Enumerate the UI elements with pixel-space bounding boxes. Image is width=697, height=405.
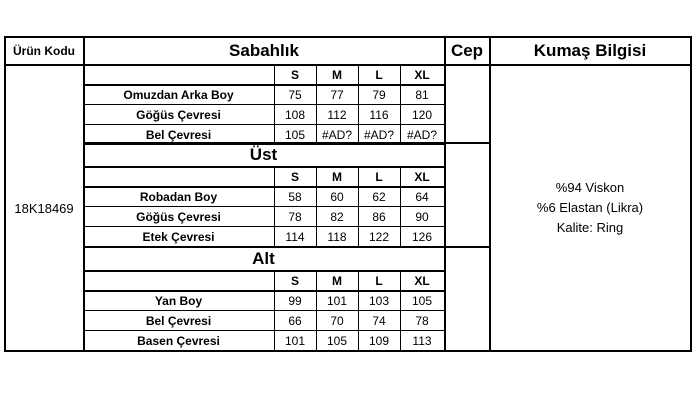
section-title: Üst xyxy=(249,144,278,164)
size-header: M xyxy=(332,68,342,82)
size-header: M xyxy=(332,170,342,184)
measurement-value: 112 xyxy=(327,108,347,122)
measurement-value: 81 xyxy=(415,88,429,102)
measurement-value: 78 xyxy=(415,314,429,328)
grid-line xyxy=(4,36,6,351)
size-header: S xyxy=(290,170,299,184)
grid-line xyxy=(4,36,692,38)
measurement-value: 66 xyxy=(288,314,302,328)
section-title: Alt xyxy=(252,248,275,268)
measurement-label: Etek Çevresi xyxy=(142,230,215,244)
measurement-value: 105 xyxy=(411,294,433,308)
measurement-value: 105 xyxy=(284,128,306,142)
measurement-value: #AD? xyxy=(321,128,353,142)
product-code: 18K18469 xyxy=(14,200,74,216)
measurement-value: 116 xyxy=(369,108,389,122)
header-cep: Cep xyxy=(450,40,484,60)
measurement-label: Bel Çevresi xyxy=(145,128,212,142)
size-header: S xyxy=(290,274,299,288)
measurement-label: Göğüs Çevresi xyxy=(136,108,221,122)
measurement-value: 103 xyxy=(368,294,390,308)
measurement-value: 60 xyxy=(330,190,344,204)
measurement-value: 118 xyxy=(327,230,347,244)
measurement-value: 78 xyxy=(288,210,302,224)
measurement-value: 77 xyxy=(330,88,344,102)
measurement-label: Yan Boy xyxy=(154,294,203,308)
measurement-label: Göğüs Çevresi xyxy=(136,210,221,224)
size-header: L xyxy=(375,274,383,288)
measurement-value: 58 xyxy=(288,190,302,204)
measurement-value: 62 xyxy=(372,190,386,204)
measurement-value: 108 xyxy=(284,108,306,122)
fabric-info-line: Kalite: Ring xyxy=(556,220,624,235)
measurement-value: 64 xyxy=(415,190,429,204)
measurement-value: 109 xyxy=(368,334,390,348)
measurement-value: 79 xyxy=(372,88,386,102)
measurement-label: Basen Çevresi xyxy=(137,334,220,348)
measurement-label: Robadan Boy xyxy=(139,190,218,204)
measurement-value: 75 xyxy=(288,88,302,102)
measurement-value: #AD? xyxy=(406,128,438,142)
grid-line xyxy=(690,36,692,351)
size-header: XL xyxy=(414,68,430,82)
fabric-info-line: %6 Elastan (Likra) xyxy=(536,200,644,215)
measurement-value: 86 xyxy=(372,210,386,224)
measurement-value: 114 xyxy=(285,230,305,244)
measurement-value: 82 xyxy=(330,210,344,224)
measurement-value: 122 xyxy=(368,230,390,244)
measurement-value: 101 xyxy=(284,334,306,348)
header-urun-kodu: Ürün Kodu xyxy=(13,43,75,58)
measurement-value: 113 xyxy=(412,334,432,348)
measurement-value: 120 xyxy=(411,108,433,122)
measurement-label: Bel Çevresi xyxy=(145,314,212,328)
measurement-value: 105 xyxy=(326,334,348,348)
measurement-value: 74 xyxy=(372,314,386,328)
measurement-value: 126 xyxy=(411,230,433,244)
size-header: XL xyxy=(414,170,430,184)
measurement-value: 70 xyxy=(330,314,344,328)
measurement-value: #AD? xyxy=(363,128,395,142)
grid-line xyxy=(489,36,491,351)
size-header: L xyxy=(375,170,383,184)
fabric-info-line: %94 Viskon xyxy=(555,180,625,195)
measurement-label: Omuzdan Arka Boy xyxy=(123,88,234,102)
measurement-value: 90 xyxy=(415,210,429,224)
fabric-info xyxy=(490,66,690,350)
size-header: XL xyxy=(414,274,430,288)
size-header: L xyxy=(375,68,383,82)
size-header: M xyxy=(332,274,342,288)
grid-line xyxy=(444,36,446,351)
header-sabahlik: Sabahlık xyxy=(229,40,299,60)
measurement-value: 99 xyxy=(288,294,302,308)
header-kumas-bilgisi: Kumaş Bilgisi xyxy=(533,40,647,60)
size-header: S xyxy=(290,68,299,82)
measurement-value: 101 xyxy=(326,294,348,308)
